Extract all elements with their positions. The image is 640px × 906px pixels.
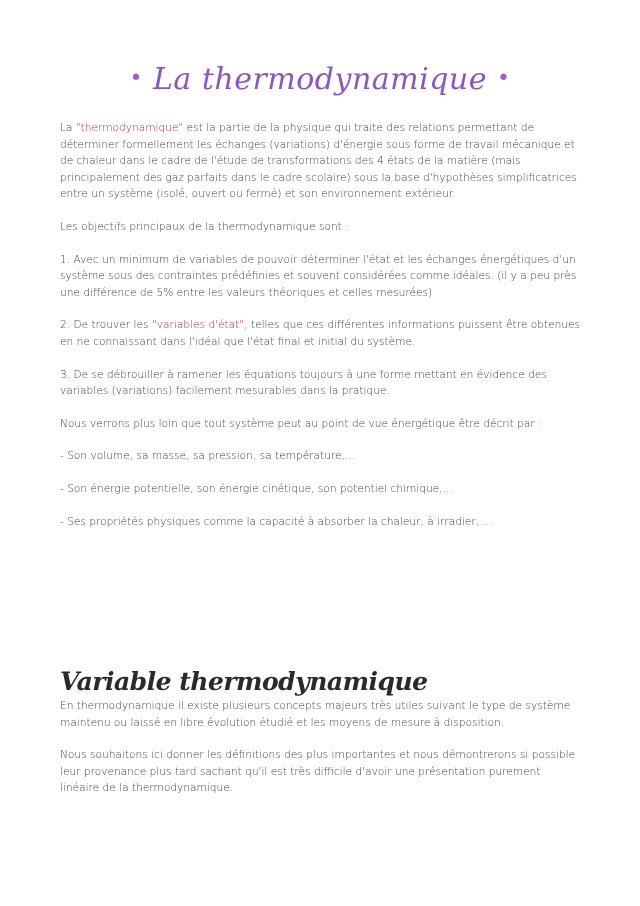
bullet-item: - Son volume, sa masse, sa pression, sa température,... xyxy=(60,450,356,463)
section-heading: Variable thermodynamique xyxy=(60,667,428,696)
highlight-variables-etat: "variables d'état" xyxy=(151,319,245,332)
bullet-item: - Ses propriétés physiques comme la capacité à absorber la chaleur, à irradier, ... xyxy=(60,515,493,528)
objective-2 xyxy=(60,317,582,350)
variable-section xyxy=(60,667,582,813)
description-intro: Nous verrons plus loin que tout système peut au point de vue énergétique être décrit par : xyxy=(60,417,542,430)
intro-prefix: La xyxy=(60,122,76,134)
objective-2-prefix: 2. De trouver les xyxy=(60,319,152,332)
section-paragraph-2: Nous souhaitons ici donner les définitions des plus importantes et nous démontrerons si possible leur provenance plus tard sachant qu'il est très difficile d'avoir une présentation purement linéaire de la thermodynamique. xyxy=(60,749,576,795)
main-content xyxy=(60,120,582,546)
bullet-item: - Son énergie potentielle, son énergie cinétique, son potentiel chimique,... xyxy=(60,482,453,495)
objective-1: 1. Avec un minimum de variables de pouvoir déterminer l'état et les échanges énergétiques d'un système sous des contraintes prédéfinies et souvent considérées comme idéales. (il y a peu près une différence de 5% entre les valeurs théoriques et celles mesurées) xyxy=(60,253,577,299)
intro-paragraph xyxy=(60,120,582,203)
page-title xyxy=(0,62,640,97)
intro-rest: est la partie de la physique qui traite des relations permettant de déterminer formellement les échanges (variations) d'énergie sous forme de travail mécanique et de chaleur dans le cadre de l'étude de transformations des 4 états de la matière (mais principalement des gaz parfaits dans le cadre scolaire) sous la base d'hypothèses simplificatrices entre un système (isolé, ouvert ou fermé) et son environnement extérieur. xyxy=(60,122,577,201)
title-text: La thermodynamique xyxy=(152,62,487,97)
title-bullet-left: • xyxy=(129,66,143,91)
section-paragraph-1: En thermodynamique il existe plusieurs concepts majeurs très utiles suivant le type de système maintenu ou laissé en libre évolution étudié et les moyens de mesure à disposition. xyxy=(60,700,571,729)
objectives-intro: Les objectifs principaux de la thermodynamique sont : xyxy=(60,220,349,233)
objective-2-rest: , telles que ces différentes informations puissent être obtenues en ne connaissant dans l'idéal que l'état final et initial du système. xyxy=(60,319,581,348)
objective-3: 3. De se débrouiller à ramener les équations toujours à une forme mettant en évidence des variables (variations) facilement mesurables dans la pratique. xyxy=(60,368,547,398)
title-bullet-right: • xyxy=(497,66,511,91)
highlight-thermodynamique: "thermodynamique" xyxy=(75,122,184,134)
